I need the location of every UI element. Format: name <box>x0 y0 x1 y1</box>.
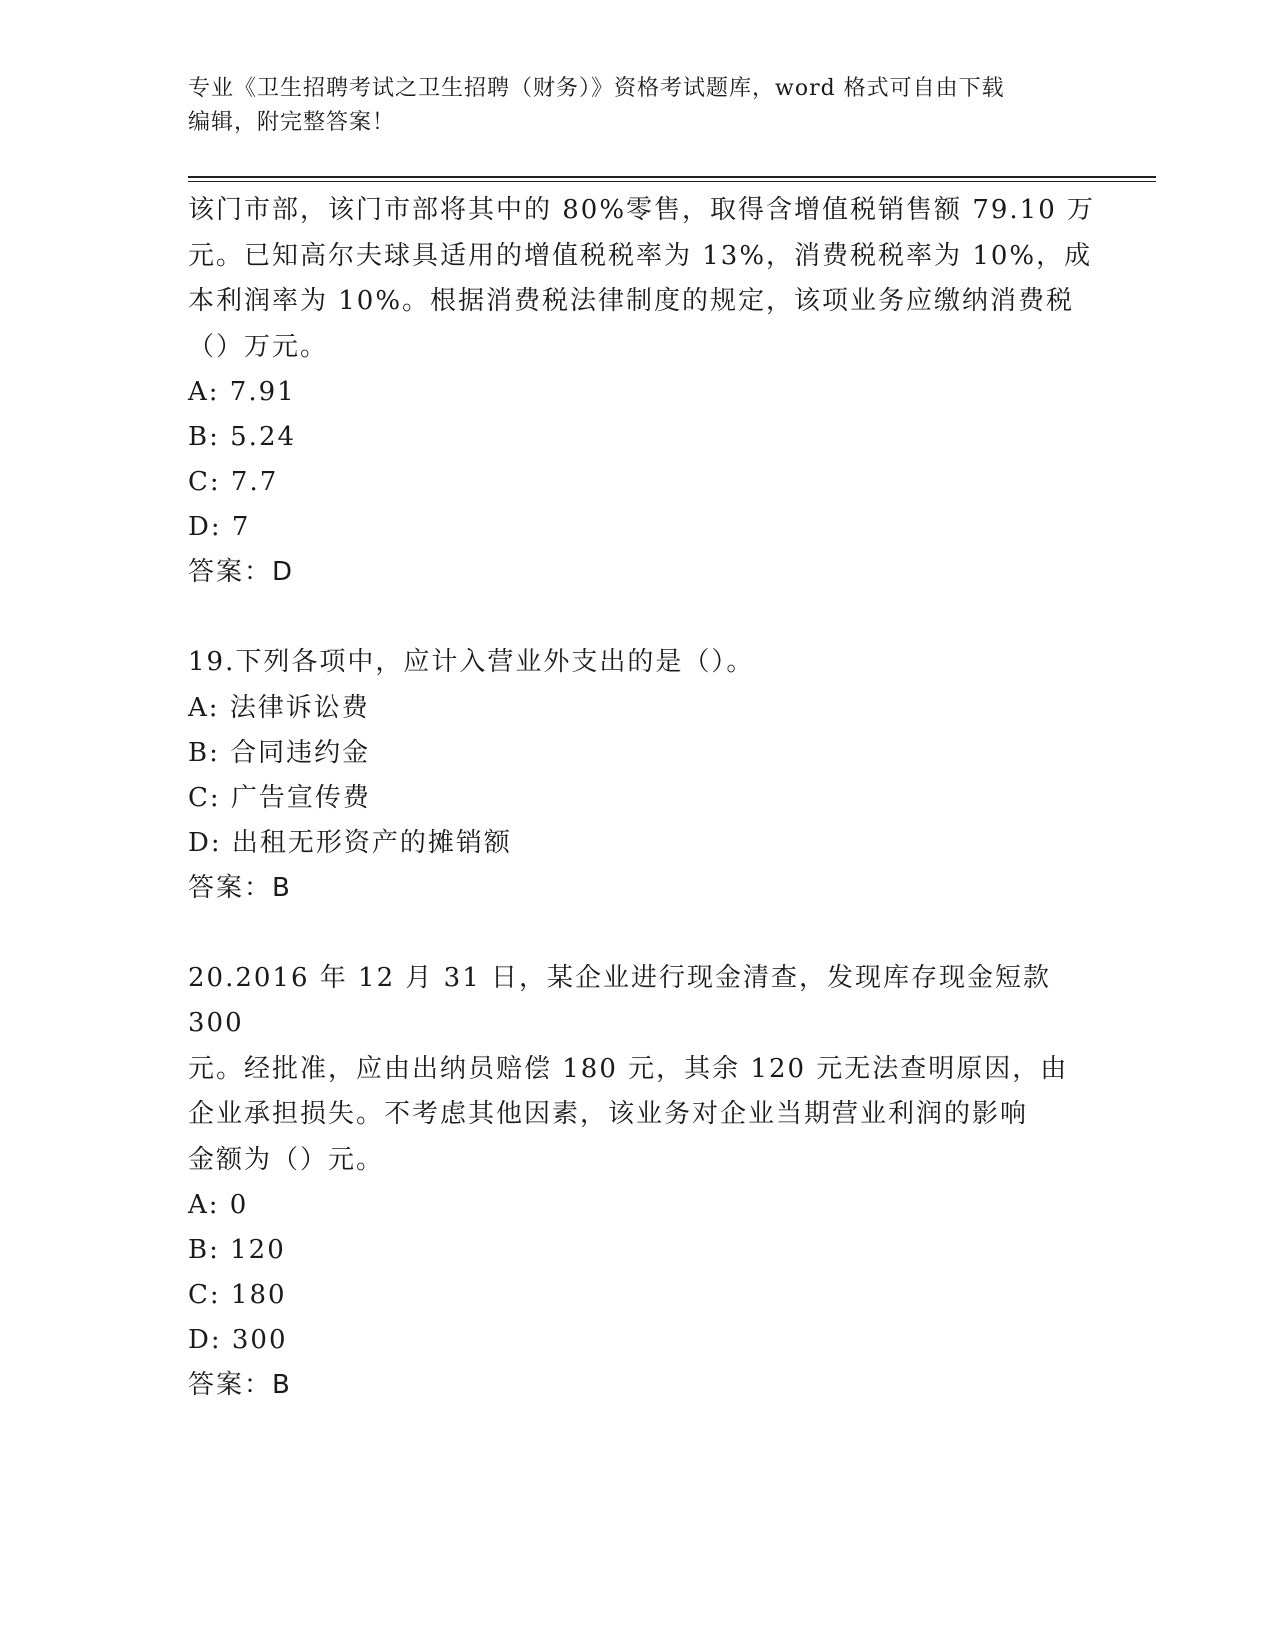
question-line: 本利润率为 10%。根据消费税法律制度的规定，该项业务应缴纳消费税 <box>188 286 1075 316</box>
question-line: 企业承担损失。不考虑其他因素，该业务对企业当期营业利润的影响 <box>188 1099 1029 1129</box>
option-c: C: 7.7 <box>188 467 279 497</box>
option-d: D: 300 <box>188 1325 288 1355</box>
option-b: B: 120 <box>188 1235 286 1265</box>
question-line: 20.2016 年 12 月 31 日，某企业进行现金清查，发现库存现金短款 300 <box>188 962 1052 1038</box>
header-line-2: 编辑，附完整答案！ <box>188 110 396 135</box>
question-line: 金额为（）元。 <box>188 1144 385 1175</box>
option-c: C: 广告宣传费 <box>188 782 371 813</box>
question-line: 元。经批准，应由出纳员赔偿 180 元，其余 120 元无法查明原因，由 <box>188 1053 1069 1084</box>
answer: 答案：B <box>188 872 292 903</box>
question-line: （）万元。 <box>188 331 329 362</box>
header-line-1: 专业《卫生招聘考试之卫生招聘（财务）》资格考试题库，word 格式可自由下载 <box>188 76 1005 101</box>
spacer <box>188 911 1108 956</box>
question-block-18 <box>188 188 1108 595</box>
question-line: 元。已知高尔夫球具适用的增值税税率为 13%，消费税税率为 10%，成 <box>188 240 1093 271</box>
answer: 答案：D <box>188 557 295 587</box>
document-header <box>188 72 1088 140</box>
header-rule-thin <box>188 181 1156 182</box>
spacer <box>188 595 1108 640</box>
option-c: C: 180 <box>188 1280 287 1310</box>
option-a: A: 法律诉讼费 <box>188 692 370 723</box>
question-list <box>188 188 1108 1408</box>
option-d: D: 出租无形资产的摊销额 <box>188 827 512 858</box>
answer: 答案：B <box>188 1370 292 1400</box>
question-block-19 <box>188 640 1108 911</box>
option-b: B: 5.24 <box>188 422 297 452</box>
header-rule-thick <box>188 176 1156 178</box>
option-a: A: 7.91 <box>188 377 296 407</box>
question-block-20 <box>188 956 1108 1409</box>
question-line: 19.下列各项中，应计入营业外支出的是（）。 <box>188 647 755 677</box>
option-a: A: 0 <box>188 1190 249 1220</box>
option-d: D: 7 <box>188 512 251 542</box>
option-b: B: 合同违约金 <box>188 737 371 768</box>
question-line: 该门市部，该门市部将其中的 80%零售，取得含增值税销售额 79.10 万 <box>188 195 1096 225</box>
